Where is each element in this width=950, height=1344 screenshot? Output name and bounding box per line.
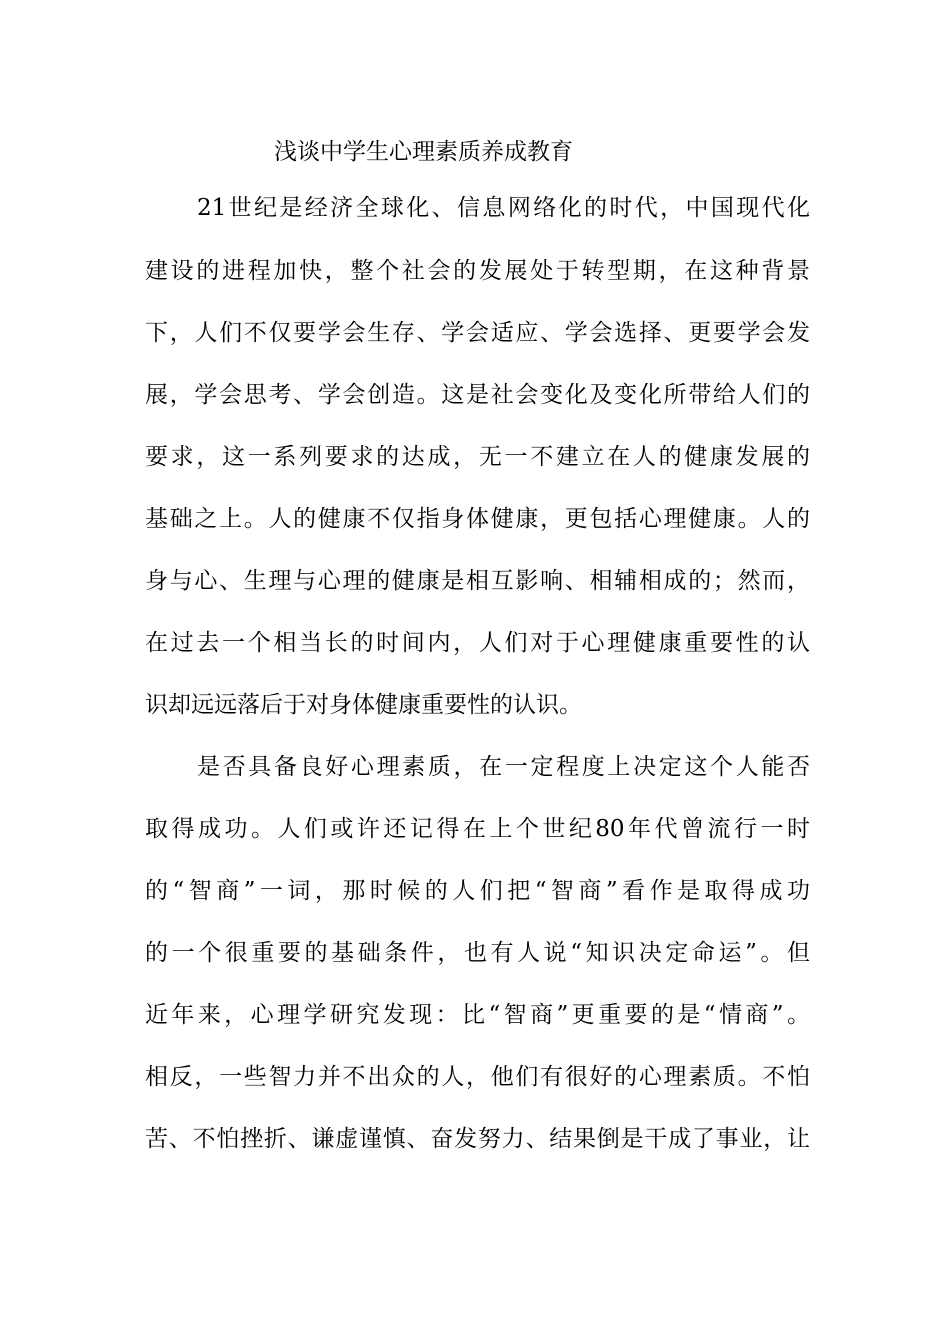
- paragraph-2-line-2: 取得成功。人们或许还记得在上个世纪80年代曾流行一时: [145, 816, 810, 842]
- paragraph-1-line-2: 建设的进程加快，整个社会的发展处于转型期，在这种背景: [145, 258, 810, 284]
- paragraph-2-line-5: 近年来，心理学研究发现：比“智商”更重要的是“情商”。: [145, 1002, 810, 1028]
- paragraph-1-line-4: 展，学会思考、学会创造。这是社会变化及变化所带给人们的: [145, 382, 810, 408]
- paragraph-1-line-7: 身与心、生理与心理的健康是相互影响、相辅相成的；然而，: [145, 568, 810, 594]
- paragraph-1-line-8: 在过去一个相当长的时间内，人们对于心理健康重要性的认: [145, 630, 810, 656]
- paragraph-1-line-1: 21世纪是经济全球化、信息网络化的时代，中国现代化: [197, 195, 810, 221]
- paragraph-1-line-3: 下，人们不仅要学会生存、学会适应、学会选择、更要学会发: [145, 320, 810, 346]
- paragraph-2-line-6: 相反，一些智力并不出众的人，他们有很好的心理素质。不怕: [145, 1064, 810, 1090]
- paragraph-2-line-4: 的一个很重要的基础条件，也有人说“知识决定命运”。但: [145, 940, 810, 966]
- paragraph-2-line-3: 的“智商”一词，那时候的人们把“智商”看作是取得成功: [145, 878, 810, 904]
- paragraph-1-line-5: 要求，这一系列要求的达成，无一不建立在人的健康发展的: [145, 444, 810, 470]
- paragraph-1-line-9: 识却远远落后于对身体健康重要性的认识。: [145, 692, 582, 718]
- paragraph-2-line-7: 苦、不怕挫折、谦虚谨慎、奋发努力、结果倒是干成了事业，让: [145, 1126, 810, 1152]
- paragraph-1-line-6: 基础之上。人的健康不仅指身体健康，更包括心理健康。人的: [145, 506, 810, 532]
- paragraph-2-line-1: 是否具备良好心理素质，在一定程度上决定这个人能否: [197, 754, 810, 780]
- document-title: 浅谈中学生心理素质养成教育: [274, 139, 573, 165]
